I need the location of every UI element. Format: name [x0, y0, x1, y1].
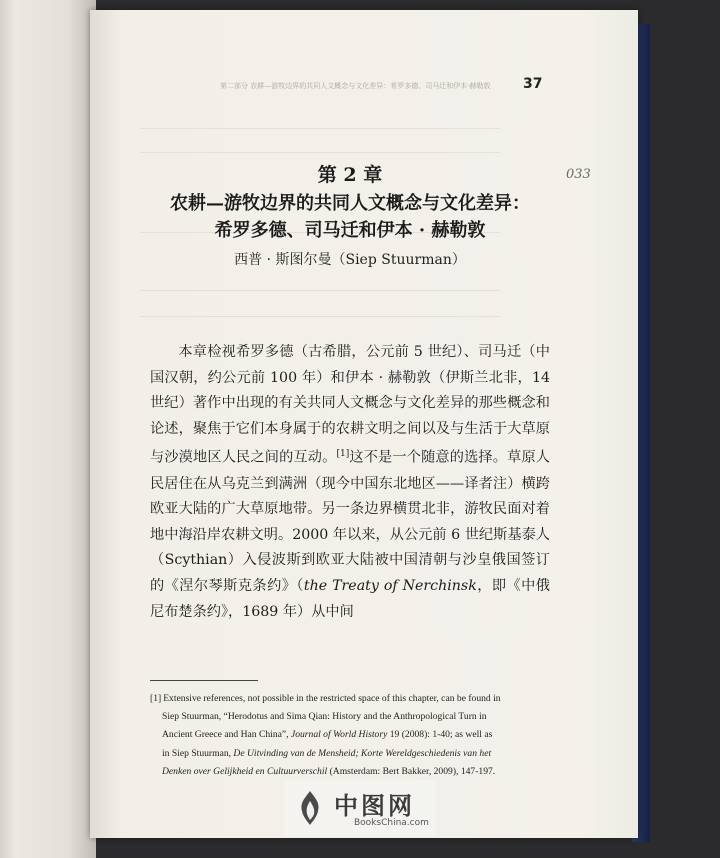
- footnote-line-3: [150, 726, 550, 744]
- watermark-subtitle: BooksChina.com: [354, 818, 429, 828]
- footnote-text: Ancient Greece and Han China”,: [162, 729, 291, 741]
- bleed-through-line: [140, 152, 500, 153]
- footnote-text: 19 (2008): 1-40; as well as: [387, 729, 493, 741]
- body-text: [150, 340, 550, 625]
- left-page: [0, 0, 96, 858]
- footnote-line-2: Siep Stuurman, “Herodotus and Sima Qian: History and the Anthropological Turn in: [162, 711, 487, 723]
- bleed-through-line: [140, 128, 500, 129]
- footnote-line-1: [150, 690, 550, 708]
- page-number: 37: [523, 76, 543, 92]
- body-text-b: 这不是一个随意的选择。草原人民居住在从乌克兰到满洲（现今中国东北地区——译者注）横跨欧亚大陆的广大草原地带。另一条边界横贯北非，游牧民面对着地中海沿岸农耕文明。2000 年以来，从公元前 6 世纪斯基泰人（Scythian）入侵波斯到欧亚大陆被中国清朝与沙皇俄国签订的《涅尔琴斯克条约》（: [150, 450, 550, 595]
- left-page-edge: [0, 0, 14, 858]
- footnote-text: in Siep Stuurman,: [162, 747, 234, 759]
- flame-logo-icon: [294, 789, 326, 827]
- book-title: Denken over Gelijkheid en Cultuurverschil: [162, 765, 328, 777]
- body-text-c: ，即《中俄尼布楚条约》，1689 年）从中间: [150, 578, 550, 620]
- running-head: 第二部分 农耕—游牧边界的共同人文概念与文化差异：希罗多德、司马迁和伊本·赫勒敦: [220, 82, 491, 89]
- chapter-number: 第 2 章: [317, 164, 383, 186]
- body-text-a: 本章检视希罗多德（古希腊，公元前 5 世纪）、司马迁（中国汉朝，约公元前 100 年）和伊本 · 赫勒敦（伊斯兰北非，14 世纪）著作中出现的有关共同人文概念与文化差异的那些概念和论述，聚焦于它们本身属于的农耕文明之间以及与生活于大草原与沙漠地区人民之间的互动。: [150, 344, 550, 467]
- footnote: [150, 690, 550, 781]
- chapter-title-line-1: 农耕—游牧边界的共同人文概念与文化差异：: [170, 193, 530, 214]
- book-title: De Uitvinding van de Mensheid; Korte Wereldgeschiedenis van het: [233, 747, 492, 759]
- treaty-title-italic: the Treaty of Nerchinsk: [303, 578, 477, 595]
- bleed-through-line: [140, 290, 500, 291]
- footnote-text: Extensive references, not possible in the restricted space of this chapter, can be found in: [163, 693, 501, 704]
- body-paragraph: [150, 340, 550, 625]
- footnote-reference[interactable]: [1]: [336, 449, 350, 460]
- bleed-through-line: [140, 316, 500, 317]
- footnote-line-5: [150, 763, 550, 781]
- margin-page-mark: 033: [566, 167, 591, 182]
- chapter-title-line-2: 希罗多德、司马迁和伊本 · 赫勒敦: [214, 220, 486, 241]
- footnote-mark: [1]: [150, 693, 162, 704]
- journal-title: Journal of World History: [290, 729, 388, 741]
- footnote-text: (Amsterdam: Bert Bakker, 2009), 147-197.: [327, 765, 496, 777]
- chapter-author: 西普 · 斯图尔曼（Siep Stuurman）: [234, 252, 466, 268]
- watermark: [284, 780, 436, 836]
- watermark-title: 中图网: [334, 792, 415, 820]
- footnote-line-4: [150, 745, 550, 763]
- footnote-rule: [150, 680, 258, 681]
